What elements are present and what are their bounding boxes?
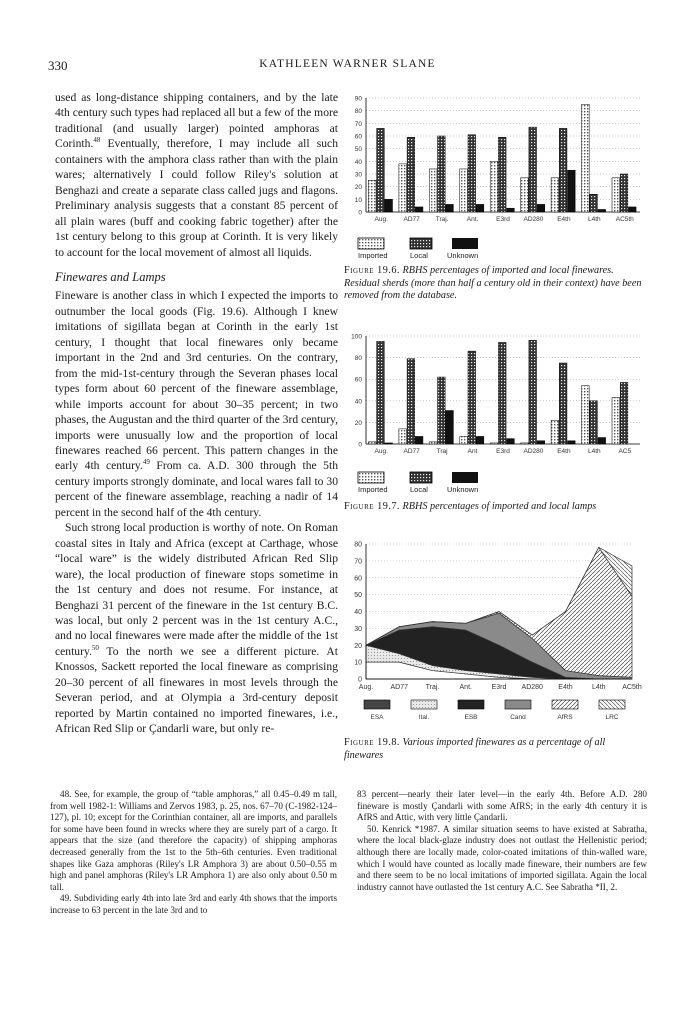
x-tick-label: Ant [467, 448, 478, 455]
bar-local [468, 351, 476, 444]
bar-imported [612, 398, 620, 444]
paragraph: Fineware is another class in which I expected the imports to outnumber the local goods (Fig. 19.6). Although I knew imitations of sigillata began at Corinth in the early 1st century, I thought that local finewares only became important in the 2nd and 3rd centuries. On the contrary, from the mid-1st-century through the Severan phases local types form about 60 percent of the fineware assemblage, while imports account for about 30–35 percent; in two phases, the Augustan and the third quarter of the 3rd century, imports were unusually low and the proportion of local finewares reached 66 percent. This pattern changes in the early 4th century.$^{49}$ From ca. A.D. 300 through the 5th century imports strongly dominate, and local wares fall to 30 percent of the fineware assemblage, reaching a nadir of 14 percent in the second half of the 4th century. [55, 289, 338, 519]
section-heading: Finewares and Lamps [55, 269, 166, 284]
bar-imported [368, 442, 376, 444]
figure-caption: Figure 19.7. RBHS percentages of imported and local lamps [344, 501, 597, 512]
bar-imported [368, 180, 376, 212]
x-tick-label: L4th [591, 684, 606, 691]
x-tick-label: E4th [558, 684, 573, 691]
legend-swatch [599, 700, 625, 709]
chart-fineware [344, 90, 644, 230]
bar-local [377, 128, 385, 212]
x-tick-label: AD280 [521, 684, 543, 691]
paragraph: Such strong local production is worthy of note. On Roman coastal sites in Italy and Africa (except at Carthage, whose “local ware” is the widely distributed African Red Slip ware), the local production of fineware stops sometime in the 1st century and does not resume. For instance, at Benghazi 31 percent of the fineware in the 1st century B.C. was local, but only 2 percent was in the 1st century A.C., and no local finewares were made after the middle of the 1st century.$^{50}$ To the north we see a different picture. At Knossos, Sackett reported the local fineware as comprising 20–30 percent of all finewares in most levels through the Severan period, and at Olympia a 3rd-century deposit reported by Martin contained no imported finewares, i.e., African Red Slip or Çandarli ware, but only re- [55, 521, 338, 736]
legend-swatch [505, 700, 531, 709]
y-tick-label: 60 [354, 575, 362, 583]
bar-imported [582, 386, 590, 444]
footnotes-left [50, 789, 337, 917]
y-tick-label: 60 [354, 133, 362, 141]
bar-local [590, 401, 598, 444]
bar-unknown [446, 411, 454, 444]
x-tick-label: E3rd [491, 684, 507, 691]
x-tick-label: L4th [588, 448, 601, 455]
y-tick-label: 70 [354, 120, 362, 128]
bar-local [559, 363, 567, 444]
y-tick-label: 10 [354, 196, 362, 204]
running-head: KATHLEEN WARNER SLANE [259, 58, 436, 70]
page-number: 330 [48, 58, 68, 73]
legend-swatch [411, 700, 437, 709]
bar-local [407, 137, 415, 212]
chart-imported-finewares [344, 538, 644, 698]
bar-unknown [568, 441, 576, 444]
x-tick-label: E4th [557, 216, 571, 223]
bar-local [438, 377, 446, 444]
bar-imported [582, 104, 590, 212]
x-tick-label: Ant. [459, 684, 472, 691]
bar-unknown [598, 438, 606, 444]
bar-unknown [537, 441, 545, 444]
legend-partial [344, 698, 644, 728]
bar-unknown [598, 209, 606, 212]
x-tick-label: AD280 [523, 448, 544, 455]
bar-local [438, 136, 446, 212]
legend-label: Cand [510, 714, 526, 721]
footnotes-right [357, 789, 647, 893]
y-tick-label: 40 [354, 158, 362, 166]
y-tick-label: 90 [354, 95, 362, 103]
legend-imported: Imported [358, 251, 388, 260]
bar-imported [521, 443, 529, 444]
x-tick-label: AC5th [615, 216, 634, 223]
paragraph: used as long-distance shipping containers, and by the late 4th century such types had replaced all but a few of the more traditional (and usually larger) pointed amphoras at Corinth.$^{48}$ Eventually, therefore, I may include all such containers with the amphora class rather than with the plain wares; alternatively I could follow Riley's solution at Benghazi and create a separate class called jugs and flagons. Preliminary analysis suggests that a constant 85 percent of all plain wares (buff and cooking fabric together) after the 1st century belong to this group at Corinth. It is very likely to account for the local movement of almost all liquids. [55, 91, 338, 259]
x-tick-label: E3rd [496, 216, 510, 223]
bar-unknown [537, 204, 545, 212]
y-tick-label: 70 [354, 558, 362, 566]
footnote-50: 50. Kenrick *1987. A similar situation seems to have existed at Sabratha, where the local black-glaze industry does not outlast the Hellenistic period; although there are locally made, color-coated imitations of thin-walled ware, which I would have counted as locally made fineware, their numbers are few and there seem to be no local imitations of imported sigillata. Again the local industry cannot have outlasted the 1st century A.C. See Sabratha *II, 2. [357, 823, 647, 892]
x-tick-label: Aug. [374, 448, 388, 455]
bar-imported [551, 420, 559, 444]
x-tick-label: Traj. [425, 684, 440, 691]
bar-imported [460, 169, 468, 212]
bar-local [529, 340, 537, 444]
figure-caption: Figure 19.8. Various imported finewares as a percentage of all finewares [344, 737, 606, 761]
figure-19-7 [344, 328, 644, 528]
bar-imported [490, 161, 498, 212]
bar-local [529, 127, 537, 212]
legend-imported: Imported [358, 485, 388, 494]
bar-local [498, 137, 506, 212]
bar-imported [551, 178, 559, 212]
x-tick-label: AC5 [618, 448, 632, 455]
footnote-49: 49. Subdividing early 4th into late 3rd and early 4th shows that the imports increase to 63 percent in the late 3rd and to [50, 893, 337, 915]
bar-local [468, 135, 476, 212]
bar-local [377, 341, 385, 444]
legend-label: AfRS [557, 714, 573, 721]
x-tick-label: E3rd [496, 448, 510, 455]
y-tick-label: 50 [354, 146, 362, 154]
legend-swatches [344, 470, 644, 496]
y-tick-label: 20 [354, 642, 362, 650]
bar-imported [429, 169, 437, 212]
bar-imported [399, 164, 407, 212]
bar-imported [399, 429, 407, 444]
legend-local: Local [410, 251, 428, 260]
bar-imported [521, 178, 529, 212]
legend [344, 470, 644, 496]
bar-local [620, 174, 628, 212]
legend-label: ESB [464, 714, 478, 721]
y-tick-label: 20 [354, 419, 362, 427]
x-tick-label: AD77 [390, 684, 409, 691]
bar-local [620, 382, 628, 444]
x-tick-label: Ant. [466, 216, 479, 223]
bar-unknown [476, 204, 484, 212]
x-tick-label: L4th [588, 216, 601, 223]
bar-unknown [446, 204, 454, 212]
x-tick-label: AD280 [523, 216, 544, 223]
x-tick-label: E4th [557, 448, 571, 455]
bar-imported [612, 178, 620, 212]
figure-19-6 [344, 90, 644, 305]
footnote-48: 48. See, for example, the group of “table amphoras,” all 0.45–0.49 m tall, from well 1982-1: Williams and Zervos 1983, p. 25, nos. 67–70 (C-1982-124–127), pl. 10; except for the Corinthian container, all are imports, and parallels for some have been found in wrecks where they are surely part of a cargo. It appears that the size (and therefore the capacity) of shipping amphoras decreased generally from the 1st to the 5th–6th centuries. Even traditional shapes like Gaza amphoras (Riley's LR Amphora 3) are about 0.50–0.55 m high and panel amphoras (Riley's LR Amphora 1) are also only about 0.50 m tall. [50, 789, 337, 892]
bar-imported [429, 442, 437, 444]
x-tick-label: Traj. [435, 216, 449, 223]
bar-unknown [507, 439, 515, 444]
y-tick-label: 80 [354, 541, 362, 549]
y-tick-label: 50 [354, 592, 362, 600]
bar-local [498, 342, 506, 444]
x-tick-label: AD77 [403, 216, 420, 223]
legend-swatch [364, 700, 390, 709]
bar-local [590, 194, 598, 212]
bar-unknown [385, 199, 393, 212]
figure-19-8 [344, 538, 644, 768]
chart-lamps [344, 328, 644, 463]
y-tick-label: 80 [354, 355, 362, 363]
bar-unknown [628, 207, 636, 212]
y-tick-label: 40 [354, 398, 362, 406]
legend-swatch [458, 700, 484, 709]
left-column [55, 90, 338, 737]
bar-unknown [415, 207, 423, 212]
y-tick-label: 0 [358, 441, 362, 449]
page-header [0, 58, 695, 78]
bar-unknown [507, 208, 515, 212]
y-tick-label: 60 [354, 376, 362, 384]
footnote-49-cont: 83 percent—nearly their later level—in the early 4th. Before A.D. 280 fineware is mostly Çandarli with some AfRS; in the early 4th century it is AfRS and Attic, with very little Çandarli. [357, 789, 647, 823]
x-tick-label: AD77 [403, 448, 420, 455]
legend-local: Local [410, 485, 428, 494]
y-tick-label: 40 [354, 609, 362, 616]
legend-swatch [552, 700, 578, 709]
legend-swatches [344, 236, 644, 262]
x-tick-label: Traj [436, 448, 448, 455]
bar-local [407, 359, 415, 444]
legend [344, 236, 644, 262]
bar-local [559, 128, 567, 212]
bar-unknown [568, 170, 576, 212]
legend-label: LRC [605, 714, 619, 721]
y-tick-label: 30 [354, 625, 362, 633]
y-tick-label: 20 [354, 184, 362, 192]
legend-label: ESA [370, 714, 384, 721]
y-tick-label: 0 [358, 676, 362, 684]
legend-unknown: Unknown [447, 251, 479, 260]
legend-unknown: Unknown [447, 485, 479, 494]
y-tick-label: 10 [354, 659, 362, 667]
bar-unknown [385, 443, 393, 444]
bar-imported [460, 436, 468, 444]
y-tick-label: 0 [358, 209, 362, 217]
x-tick-label: AC5th [622, 684, 642, 691]
bar-unknown [476, 436, 484, 444]
bar-unknown [415, 436, 423, 444]
legend-label: Ital. [418, 714, 430, 721]
y-tick-label: 100 [351, 333, 362, 341]
bar-imported [490, 443, 498, 444]
figure-caption: Figure 19.6. RBHS percentages of imported and local finewares. Residual sherds (more than half a century old in their context) have been removed from the database. [344, 265, 642, 302]
y-tick-label: 80 [354, 108, 362, 116]
y-tick-label: 30 [354, 171, 362, 179]
x-tick-label: Aug. [358, 684, 374, 691]
x-tick-label: Aug. [374, 216, 388, 223]
